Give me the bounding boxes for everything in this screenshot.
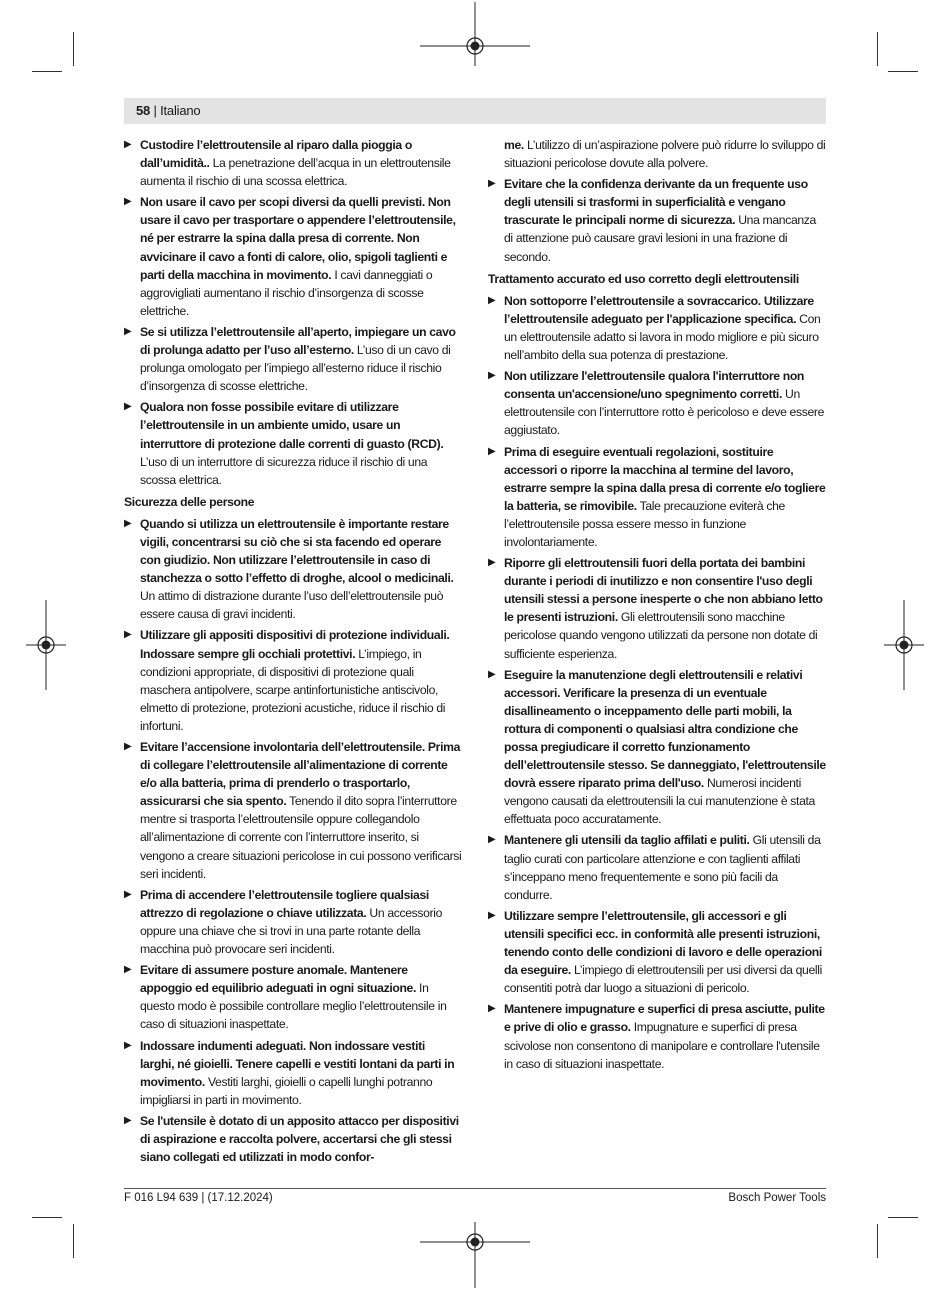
left-column — [124, 136, 462, 1169]
instruction-bold-text: Riporre gli elettroutensili fuori della portata dei bambini durante i periodi di inutilizzo e non consentire l'uso degli utensili stessi a persone inesperte o che non abbiano letto le presenti istruzioni. — [504, 556, 823, 625]
instruction-bold-text: Non usare il cavo per scopi diversi da quelli previsti. Non usare il cavo per trasportare o appendere l’elettroutensile, né per estrarre la spina dalla presa di corrente. Non avvicinare il cavo a fonti di calore, olio, spigoli taglienti e parti della macchina in movimento. — [140, 195, 456, 282]
bullet-arrow-icon: ▶ — [488, 178, 496, 190]
crop-mark — [32, 1217, 62, 1218]
instruction-explanation-text: L’uso di un interruttore di sicurezza riduce il rischio di una scossa elettrica. — [140, 454, 428, 487]
safety-instruction — [488, 554, 826, 663]
crop-mark — [32, 71, 62, 72]
section-heading: Trattamento accurato ed uso corretto degli elettroutensili — [488, 271, 799, 286]
instruction-explanation-text: I cavi danneggiati o aggrovigliati aumentano il rischio d’insorgenza di scosse elettriche. — [140, 267, 433, 318]
safety-instruction — [488, 292, 826, 364]
header-language: Italiano — [160, 103, 201, 118]
crop-mark — [888, 1217, 918, 1218]
safety-instruction — [124, 1112, 462, 1166]
instruction-bold-text: Custodire l’elettroutensile al riparo dalla pioggia o dall’umidità.. — [140, 138, 412, 171]
bullet-arrow-icon: ▶ — [124, 888, 132, 900]
safety-instruction — [124, 323, 462, 395]
instruction-bold-text: Non sottoporre l’elettroutensile a sovraccarico. Utilizzare l’elettroutensile adeguato per l'applicazione specifica. — [504, 293, 814, 326]
safety-instruction — [124, 515, 462, 624]
bullet-arrow-icon: ▶ — [124, 1039, 132, 1051]
registration-mark-icon — [26, 600, 66, 690]
bullet-arrow-icon: ▶ — [124, 741, 132, 752]
instruction-bold-text: Utilizzare sempre l’elettroutensile, gli accessori e gli utensili specifici ecc. in conformità alle presenti istruzioni, tenendo conto delle condizioni di lavoro e delle operazioni da eseguire. — [504, 908, 822, 978]
page-number: 58 — [136, 103, 151, 118]
safety-instruction — [124, 1037, 462, 1109]
bullet-arrow-icon: ▶ — [124, 325, 132, 337]
bullet-arrow-icon: ▶ — [488, 909, 496, 921]
instruction-explanation-text: Un elettroutensile con l’interruttore rotto è pericoloso e deve essere aggiustato. — [504, 387, 825, 438]
instruction-bold-text: Indossare indumenti adeguati. Non indossare vestiti larghi, né gioielli. Tenere capelli e vestiti lontani da parti in movimento. — [140, 1038, 455, 1089]
safety-instruction — [488, 907, 826, 997]
bullet-arrow-icon: ▶ — [488, 445, 496, 457]
bullet-arrow-icon: ▶ — [124, 629, 132, 641]
instruction-bold-text: Evitare che la confidenza derivante da un frequente uso degli utensili si trasformi in superficialità e vengano trascurate le principali norme di sicurezza. — [504, 177, 808, 228]
safety-instruction — [488, 831, 826, 903]
instruction-explanation-text: Una mancanza di attenzione può causare gravi lesioni in una frazione di secondo. — [504, 213, 816, 264]
instruction-bold-text: Evitare l’accensione involontaria dell’elettroutensile. Prima di collegare l’elettroutensile all’alimentazione di corrente e/o alla batteria, prima di prenderlo o trasportarlo, assicurarsi che sia spento. — [140, 740, 461, 809]
instruction-explanation-text: L’utilizzo di un’aspirazione polvere può ridurre lo sviluppo di situazioni pericolose dovute alla polvere. — [504, 138, 826, 171]
bullet-arrow-icon: ▶ — [488, 557, 496, 569]
safety-instruction — [488, 666, 826, 829]
bullet-arrow-icon: ▶ — [488, 668, 496, 680]
instruction-explanation-text: Impugnature e superfici di presa scivolose non consentono di manipolare e controllare l'utensile in caso di situazioni inaspettate. — [504, 1020, 820, 1071]
safety-instruction — [124, 398, 462, 488]
instruction-explanation-text: La penetrazione dell’acqua in un elettroutensile aumenta il rischio di una scossa elettrica. — [140, 156, 451, 189]
instruction-bold-text: Se si utilizza l’elettroutensile all’aperto, impiegare un cavo di prolunga adatto per l’uso all’esterno. — [140, 324, 456, 358]
instruction-bold-text: me. — [504, 138, 524, 152]
instruction-bold-text: Non utilizzare l'elettroutensile qualora l'interruttore non consenta un'accensione/uno spegnimento corretti. — [504, 369, 805, 402]
header-separator: | — [153, 103, 157, 118]
instruction-explanation-text: L’impiego, in condizioni appropriate, di dispositivi di protezione quali maschera antipolvere, scarpe antinfortunistiche antiscivolo, elmetto di protezione, protezioni acustiche, riduce il rischio di infortuni. — [140, 646, 446, 733]
instruction-bold-text: Utilizzare gli appositi dispositivi di protezione individuali. Indossare sempre gli occhiali protettivi. — [140, 628, 450, 661]
instruction-bold-text: Mantenere gli utensili da taglio affilati e puliti. — [504, 833, 750, 848]
page-header — [136, 103, 200, 118]
bullet-arrow-icon: ▶ — [488, 370, 496, 382]
bullet-arrow-icon: ▶ — [488, 834, 496, 846]
header-band — [124, 98, 826, 124]
instruction-explanation-text: Gli utensili da taglio curati con particolare attenzione e con taglienti affilati s’inceppano meno frequentemente e sono più facili da condurre. — [504, 833, 821, 902]
bullet-arrow-icon: ▶ — [488, 294, 496, 306]
footer-divider — [124, 1188, 826, 1189]
instruction-bold-text: Prima di accendere l’elettroutensile togliere qualsiasi attrezzo di regolazione o chiave utilizzata. — [140, 887, 429, 920]
instruction-explanation-text: In questo modo è possibile controllare meglio l’elettroutensile in caso di situazioni inaspettate. — [140, 981, 447, 1032]
crop-mark — [888, 71, 918, 72]
bullet-arrow-icon: ▶ — [124, 401, 132, 413]
safety-instruction — [124, 886, 462, 958]
safety-instruction — [488, 367, 826, 439]
safety-instruction — [124, 626, 462, 735]
bullet-arrow-icon: ▶ — [488, 1003, 496, 1015]
safety-instruction — [488, 1000, 826, 1072]
instruction-explanation-text: Con un elettroutensile adatto si lavora in modo migliore e più sicuro nell’ambito della sua potenza di prestazione. — [504, 311, 821, 363]
footer-document-id: F 016 L94 639 | (17.12.2024) — [124, 1192, 273, 1204]
instruction-bold-text: Qualora non fosse possibile evitare di utilizzare l’elettroutensile in un ambiente umido, usare un interruttore di protezione dalle correnti di guasto (RCD). — [140, 400, 444, 451]
continued-paragraph — [488, 136, 826, 172]
bullet-arrow-icon: ▶ — [124, 517, 132, 529]
instruction-explanation-text: Tenendo il dito sopra l’interruttore mentre si trasporta l’elettroutensile oppure collegandolo all’alimentazione di corrente con l’interruttore inserito, si vengono a creare situazioni pericolose in cui possono verificarsi seri incidenti. — [140, 794, 462, 881]
safety-instruction — [124, 193, 462, 320]
crop-mark — [73, 32, 74, 66]
safety-instruction — [488, 175, 826, 265]
instruction-explanation-text: L’uso di un cavo di prolunga omologato per l’impiego all’esterno riduce il rischio d’insorgenza di scosse elettriche. — [140, 343, 451, 394]
instruction-bold-text: Prima di eseguire eventuali regolazioni, sostituire accessori o riporre la macchina al termine del lavoro, estrarre sempre la spina dalla presa di corrente e/o togliere la batteria, se rimovibile. — [504, 444, 826, 513]
instruction-bold-text: Evitare di assumere posture anomale. Mantenere appoggio ed equilibrio adeguati in ogni situazione. — [140, 963, 417, 996]
instruction-explanation-text: Vestiti larghi, gioielli o capelli lunghi potranno impigliarsi in parti in movimento. — [140, 1074, 433, 1107]
safety-instruction — [124, 738, 462, 883]
bullet-arrow-icon: ▶ — [124, 139, 132, 150]
instruction-explanation-text: Un accessorio oppure una chiave che si trovi in una parte rotante della macchina può provocare seri incidenti. — [140, 905, 443, 957]
crop-mark — [877, 32, 878, 66]
instruction-bold-text: Mantenere impugnature e superfici di presa asciutte, pulite e prive di olio e grasso. — [504, 1002, 825, 1035]
instruction-explanation-text: Tale precauzione eviterà che l’elettroutensile possa essere messo in funzione involontariamente. — [504, 498, 785, 549]
instruction-explanation-text: L’impiego di elettroutensili per usi diversi da quelli consentiti potrà dar luogo a situazioni di pericolo. — [504, 963, 822, 996]
safety-instruction — [124, 136, 462, 190]
instruction-bold-text: Eseguire la manutenzione degli elettroutensili e relativi accessori. Verificare la presenza di un eventuale disallineamento o inceppamento delle parti mobili, la rottura di componenti o qualsiasi altra condizione che possa pregiudicare il corretto funzionamento dell’elettroutensile stesso. Se danneggiato, l'elettroutensile dovrà essere riparato prima dell'uso. — [504, 667, 826, 791]
instruction-explanation-text: Numerosi incidenti vengono causati da elettroutensili la cui manutenzione è stata effettuata poco accuratamente. — [504, 776, 815, 827]
registration-mark-icon — [420, 0, 530, 70]
bullet-arrow-icon: ▶ — [124, 964, 132, 976]
right-column — [488, 136, 826, 1076]
instruction-bold-text: Quando si utilizza un elettroutensile è importante restare vigili, concentrarsi su ciò che si sta facendo ed operare con giudizio. Non utilizzare l’elettroutensile in caso di stanchezza o sotto l’effetto di droghe, alcool o medicinali. — [140, 516, 454, 586]
bullet-arrow-icon: ▶ — [124, 1114, 132, 1126]
crop-mark — [73, 1224, 74, 1258]
safety-instruction — [488, 443, 826, 552]
registration-mark-icon — [420, 1222, 530, 1289]
instruction-bold-text: Se l'utensile è dotato di un apposito attacco per dispositivi di aspirazione e raccolta polvere, accertarsi che gli stessi siano collegati ed utilizzati in modo confor- — [140, 1113, 459, 1165]
safety-instruction — [124, 961, 462, 1033]
registration-mark-icon — [884, 600, 924, 690]
instruction-explanation-text: Un attimo di distrazione durante l’uso dell’elettroutensile può essere causa di gravi incidenti. — [140, 589, 444, 622]
crop-mark — [877, 1224, 878, 1258]
bullet-arrow-icon: ▶ — [124, 196, 132, 208]
instruction-explanation-text: Gli elettroutensili sono macchine pericolose quando vengono utilizzati da persone non dotate di sufficiente esperienza. — [504, 610, 818, 661]
footer-brand: Bosch Power Tools — [728, 1192, 826, 1204]
section-heading: Sicurezza delle persone — [124, 494, 255, 509]
